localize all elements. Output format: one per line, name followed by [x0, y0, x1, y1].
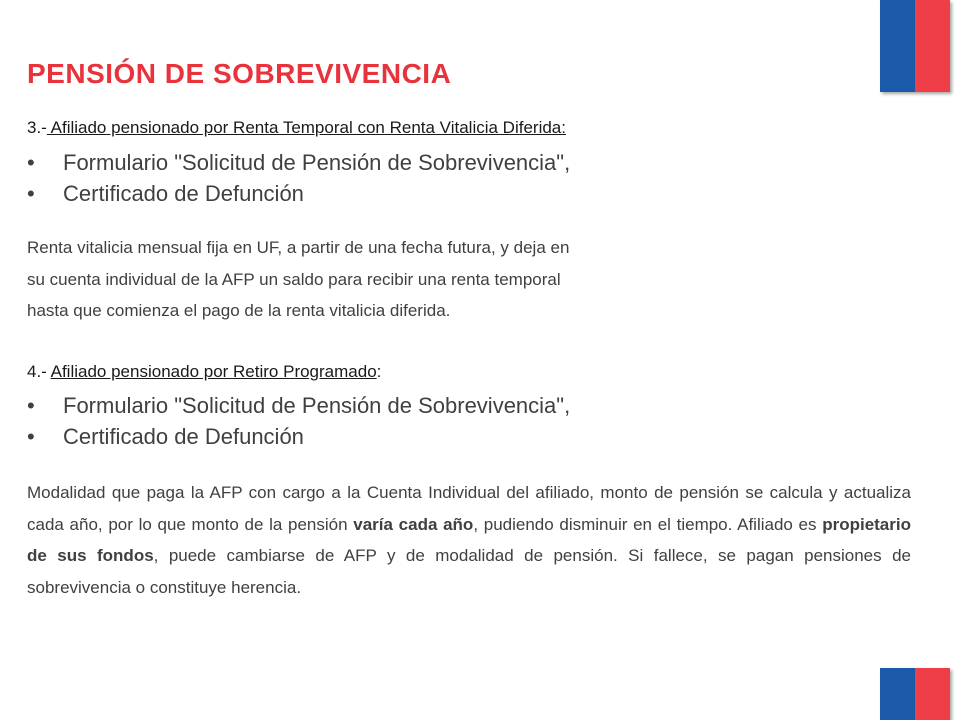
bullet-icon: • [27, 424, 35, 449]
section-4-heading [27, 362, 381, 382]
flag-blue-stripe [880, 668, 915, 720]
bullet-icon: • [27, 150, 35, 175]
list-item [27, 178, 570, 209]
section-4-colon: : [376, 362, 382, 381]
description-line: Renta vitalicia mensual fija en UF, a partir de una fecha futura, y deja en [27, 238, 570, 257]
description-text: , puede cambiarse de AFP y de modalidad de pensión. Si fallece, se pagan pensiones de sobrevivencia o constituye herencia. [27, 546, 911, 597]
chile-flag-decoration-bottom [880, 668, 950, 720]
description-text: , pudiendo disminuir en el tiempo. Afiliado es [473, 514, 823, 534]
emphasis-text: varía cada año [353, 514, 474, 534]
list-item [27, 390, 570, 421]
section-4-requirements-list [27, 390, 570, 452]
flag-red-stripe [915, 0, 950, 92]
chile-flag-decoration-top [880, 0, 950, 92]
section-3-requirements-list [27, 147, 570, 209]
section-4-description [27, 477, 911, 603]
description-line: hasta que comienza el pago de la renta vitalicia diferida. [27, 301, 451, 320]
bullet-icon: • [27, 393, 35, 418]
section-4-number: 4.- [27, 362, 51, 381]
page-title: PENSIÓN DE SOBREVIVENCIA [27, 58, 452, 89]
flag-red-stripe [915, 668, 950, 720]
list-item [27, 421, 570, 452]
requirement-text: Formulario "Solicitud de Pensión de Sobrevivencia", [63, 150, 571, 175]
description-line: su cuenta individual de la AFP un saldo para recibir una renta temporal [27, 269, 561, 289]
requirement-text: Certificado de Defunción [63, 181, 304, 206]
section-3-description [27, 232, 827, 327]
list-item [27, 147, 570, 178]
emphasis-text: propietario de sus fondos [27, 514, 911, 565]
section-3-heading [27, 118, 566, 138]
requirement-text: Certificado de Defunción [63, 424, 304, 449]
flag-blue-stripe [880, 0, 915, 92]
section-4-title: Afiliado pensionado por Retiro Programado [50, 362, 377, 381]
requirement-text: Formulario "Solicitud de Pensión de Sobrevivencia", [63, 393, 571, 418]
bullet-icon: • [27, 181, 35, 206]
section-3-number: 3.- [27, 118, 47, 137]
section-3-title: Afiliado pensionado por Renta Temporal con Renta Vitalicia Diferida: [46, 118, 566, 137]
description-text: Modalidad que paga la AFP con cargo a la Cuenta Individual del afiliado, monto de pensión se calcula y actualiza cada año, por lo que monto de la pensión [27, 483, 911, 534]
